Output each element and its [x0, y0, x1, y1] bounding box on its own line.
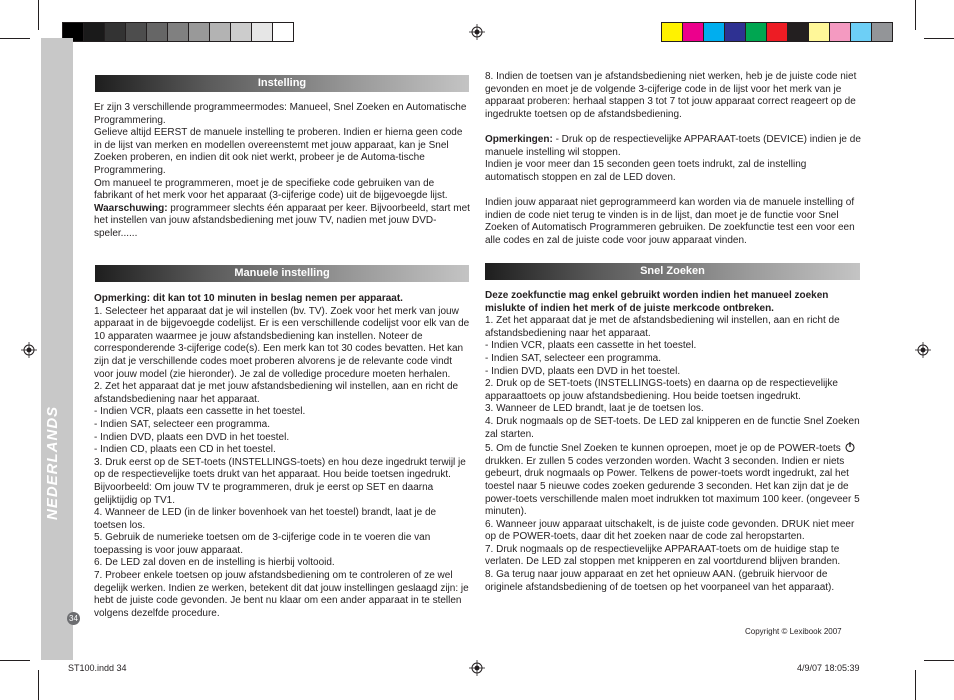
- color-swatch: [724, 22, 746, 42]
- paragraph: Indien je voor meer dan 15 seconden geen toets indrukt, zal de instelling automatisch stoppen en zal de LED doven.: [485, 159, 807, 183]
- crop-mark: [924, 38, 954, 39]
- footer-date: 4/9/07 18:05:39: [797, 663, 860, 673]
- step-sub: - Indien VCR, plaats een cassette in het toestel.: [94, 406, 306, 418]
- color-swatch: [787, 22, 809, 42]
- color-swatch: [125, 22, 147, 42]
- step: 8. Indien de toetsen van je afstandsbediening niet werken, heb je de juiste code niet gevonden en moet je de volgende 3-cijferige code in de lijst voor het merk van je apparaat proberen: herhaal stappen 3 tot 7 tot jouw apparaat correct reageert op de ingedrukte toetsen op de afstandsbediening.: [485, 71, 857, 120]
- registration-mark-icon: [915, 342, 931, 358]
- paragraph: Er zijn 3 verschillende programmeermodes: Manueel, Snel Zoeken en Automatische Programmering.: [94, 102, 467, 126]
- registration-mark-icon: [469, 660, 485, 676]
- step-sub: - Indien DVD, plaats een DVD in het toestel.: [94, 431, 290, 443]
- step: 6. De LED zal doven en de instelling is hierbij voltooid.: [94, 557, 335, 569]
- step: 2. Druk op de SET-toets (INSTELLINGS-toets) en daarna op de respectievelijke apparaattoets op jouw afstandsbediening. Hou beide toetsen ingedrukt.: [485, 378, 838, 402]
- step: 4. Wanneer de LED (in de linker bovenhoek van het toestel) brandt, laat je de toetsen los.: [94, 507, 437, 531]
- crop-mark: [915, 0, 916, 30]
- color-swatch: [682, 22, 704, 42]
- step: 4. Druk nogmaals op de SET-toets. De LED zal knipperen en de functie Snel Zoeken zal starten.: [485, 415, 860, 440]
- copyright: Copyright © Lexibook 2007: [745, 627, 842, 636]
- color-swatch: [661, 22, 683, 42]
- crop-mark: [915, 670, 916, 700]
- color-swatch: [230, 22, 252, 42]
- step-sub: - Indien CD, plaats een CD in het toestel.: [94, 444, 276, 456]
- left-column-manual: [94, 293, 470, 620]
- step: [485, 441, 861, 519]
- warning-label: Waarschuwing:: [94, 202, 168, 214]
- color-swatch: [188, 22, 210, 42]
- notes-label: Opmerkingen:: [485, 133, 553, 145]
- note-bold: Deze zoekfunctie mag enkel gebruikt worden indien het manueel zoeken mislukte of indien het merk of de juiste merkcode ontbreken.: [485, 290, 829, 314]
- crop-mark: [38, 670, 39, 700]
- crop-mark: [924, 660, 954, 661]
- color-swatch: [251, 22, 273, 42]
- step: 7. Druk nogmaals op de respectievelijke APPARAAT-toets om de huidige stap te verlaten. De LED zal stoppen met knipperen en zal voortdurend blijven branden.: [485, 543, 841, 568]
- crop-mark: [38, 0, 39, 30]
- step: 5. Gebruik de numerieke toetsen om de 3-cijferige code in te voeren die van toepassing is voor jouw apparaat.: [94, 532, 431, 556]
- paragraph: Om manueel te programmeren, moet je de specifieke code gebruiken van de fabrikant of het merk voor het apparaat (3-cijferige code) uit de bijgevoegde lijst.: [94, 177, 448, 202]
- right-column-quick-search: [485, 290, 861, 594]
- color-swatch: [167, 22, 189, 42]
- right-column-top: [485, 71, 861, 247]
- step: 6. Wanneer jouw apparaat uitschakelt, is de juiste code gevonden. DRUK niet meer op de POWER-toets, daar dit het zoeken naar de code zal heropstarten.: [485, 518, 855, 543]
- step-text: 5. Om de functie Snel Zoeken te kunnen oproepen, moet je op de POWER-toets: [485, 443, 841, 455]
- paragraph: Indien jouw apparaat niet geprogrammeerd kan worden via de manuele instelling of indien de code niet terug te vinden is in de lijst, dan moet je de functie voor Snel Zoeken of Automatisch Programmeren gebruiken. De zoekfunctie test een voor een alle codes en zal de juiste code voor jouw apparaat vinden.: [485, 196, 855, 246]
- step: 3. Druk eerst op de SET-toets (INSTELLINGS-toets) en hou deze ingedrukt terwijl je op de respectievelijke toets drukt van het apparaat. Hou beide toetsen ingedrukt. Bijvoorbeeld: Om jouw TV te programmeren, druk je eerst op SET en daarna gelijktijdig op TV1.: [94, 456, 466, 506]
- color-swatch: [871, 22, 893, 42]
- color-swatch: [703, 22, 725, 42]
- color-swatch: [766, 22, 788, 42]
- step: 3. Wanneer de LED brandt, laat je de toetsen los.: [485, 403, 704, 415]
- color-swatch: [209, 22, 231, 42]
- step-sub: - Indien DVD, plaats een DVD in het toestel.: [485, 365, 681, 377]
- language-sidebar: [41, 38, 73, 660]
- step: 8. Ga terug naar jouw apparaat en zet het opnieuw AAN. (gebruik hiervoor de originele afstandsbediening of de toetsen op het voorpaneel van het apparaat).: [485, 569, 835, 593]
- paragraph: [485, 134, 861, 159]
- heading-instelling: Instelling: [95, 75, 469, 92]
- step-sub: - Indien SAT, selecteer een programma.: [485, 352, 662, 364]
- language-label: NEDERLANDS: [44, 405, 61, 520]
- left-column-intro: [94, 102, 470, 241]
- color-swatch: [146, 22, 168, 42]
- crop-mark: [0, 38, 30, 39]
- page-number-badge: 34: [67, 612, 80, 625]
- power-icon: [844, 441, 856, 453]
- heading-snel-zoeken: Snel Zoeken: [485, 263, 860, 280]
- registration-mark-icon: [469, 24, 485, 40]
- step-sub: - Indien SAT, selecteer een programma.: [94, 418, 271, 430]
- note-bold: Opmerking: dit kan tot 10 minuten in beslag nemen per apparaat.: [94, 293, 403, 304]
- paragraph: [94, 203, 470, 241]
- step: 1. Zet het apparaat dat je met de afstandsbediening wil instellen, aan en richt de afstandsbediening naar het apparaat.: [485, 315, 840, 339]
- footer-filename: ST100.indd 34: [68, 663, 127, 673]
- notes-text: - Druk op de respectievelijke APPARAAT-toets (DEVICE) indien je de manuele instelling wil stoppen.: [485, 133, 861, 158]
- color-swatch: [829, 22, 851, 42]
- step-text: drukken. Er zullen 5 codes verzonden worden. Wacht 3 seconden. Indien er niets gebeurt, druk nogmaals op Power. Telkens de power-toets wordt ingedrukt, zal het toestel naar 5 nieuwe codes zoeken gedurende 3 seconden. Het kan zijn dat je de power-toets verschillende malen moet indrukken tot maximum 100 keer. (ongeveer 5 minuten).: [485, 455, 860, 518]
- step-sub: - Indien VCR, plaats een cassette in het toestel.: [485, 340, 697, 352]
- registration-mark-icon: [21, 342, 37, 358]
- heading-manuele-instelling: Manuele instelling: [95, 265, 469, 282]
- paragraph: Gelieve altijd EERST de manuele instelling te proberen. Indien er hierna geen code in de lijst van merken en modellen overeenstemt met jouw apparaat, kan je Snel Zoeken proberen, en indien dit ook niet werkt, probeer je de Automa-tische Programmering.: [94, 127, 463, 176]
- crop-mark: [0, 660, 30, 661]
- warning-text: programmeer slechts één apparaat per keer. Bijvoorbeeld, start met het instellen van jouw afstandsbediening met jouw TV, nadien met jouw DVD-speler......: [94, 202, 470, 239]
- color-swatch: [272, 22, 294, 42]
- step: 2. Zet het apparaat dat je met jouw afstandsbediening wil instellen, aan en richt de afstandsbediening naar het apparaat.: [94, 381, 459, 405]
- step: 1. Selecteer het apparaat dat je wil instellen (bv. TV). Zoek voor het merk van jouw apparaat in de bijgevoegde codelijst. Er is een verschillende codelijst voor elk van de 10 apparaten waarmee je jouw afstandsbediening kan instellen. Noteer de corresponderende 3-cijferige code(s). Een merk kan tot 30 codes bevatten. Het kan zijn dat je verschillende codes moet proberen alvorens je de relevante code vindt voor jouw model (zie hieronder). Je zal de volledige procedure moeten herhalen.: [94, 305, 470, 380]
- color-swatch: [83, 22, 105, 42]
- color-swatch: [104, 22, 126, 42]
- color-swatch: [745, 22, 767, 42]
- color-swatch: [850, 22, 872, 42]
- step: 7. Probeer enkele toetsen op jouw afstandsbediening om te controleren of ze wel degelijk werken. Indien ze werken, betekent dit dat jouw instellingen geslaagd zijn: je hebt de juiste code gevonden. Je bent nu klaar om een ander apparaat in te stellen volgens dezelfde procedure.: [94, 570, 469, 619]
- color-swatch: [808, 22, 830, 42]
